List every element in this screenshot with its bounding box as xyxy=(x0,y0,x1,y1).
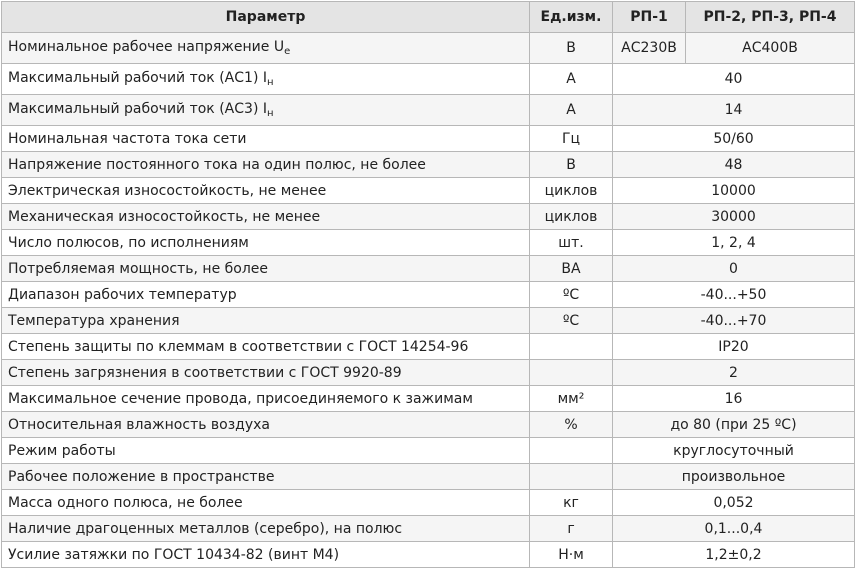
table-row xyxy=(2,152,855,178)
param-cell: Число полюсов, по исполнениям xyxy=(2,230,530,256)
param-text: Максимальный рабочий ток (АС3) I xyxy=(8,101,267,117)
unit-cell: ºС xyxy=(530,282,613,308)
param-cell: Наличие драгоценных металлов (серебро), на полюс xyxy=(2,516,530,542)
table-row xyxy=(2,126,855,152)
header-rp1: РП-1 xyxy=(613,2,686,33)
unit-cell: Н·м xyxy=(530,542,613,568)
table-row xyxy=(2,464,855,490)
value-cell: 0 xyxy=(613,256,855,282)
table-row xyxy=(2,95,855,126)
param-cell: Потребляемая мощность, не более xyxy=(2,256,530,282)
unit-cell: шт. xyxy=(530,230,613,256)
table-row xyxy=(2,178,855,204)
param-text: Номинальное рабочее напряжение U xyxy=(8,39,285,55)
value-cell: -40...+70 xyxy=(613,308,855,334)
param-cell: Номинальная частота тока сети xyxy=(2,126,530,152)
param-cell: Режим работы xyxy=(2,438,530,464)
value-cell-rp234: АС400В xyxy=(686,33,855,64)
unit-cell: г xyxy=(530,516,613,542)
param-subscript: e xyxy=(284,46,291,57)
table-row xyxy=(2,33,855,64)
param-cell: Масса одного полюса, не более xyxy=(2,490,530,516)
value-cell: до 80 (при 25 ºС) xyxy=(613,412,855,438)
param-cell: Напряжение постоянного тока на один полюс, не более xyxy=(2,152,530,178)
value-cell: 0,052 xyxy=(613,490,855,516)
table-row xyxy=(2,334,855,360)
param-cell: Механическая износостойкость, не менее xyxy=(2,204,530,230)
param-cell: Диапазон рабочих температур xyxy=(2,282,530,308)
table-row xyxy=(2,308,855,334)
value-cell: 50/60 xyxy=(613,126,855,152)
unit-cell: В xyxy=(530,152,613,178)
unit-cell xyxy=(530,360,613,386)
unit-cell: мм² xyxy=(530,386,613,412)
table-row xyxy=(2,386,855,412)
unit-cell: В xyxy=(530,33,613,64)
value-cell: 1,2±0,2 xyxy=(613,542,855,568)
table-row xyxy=(2,542,855,568)
table-row xyxy=(2,256,855,282)
table-row xyxy=(2,204,855,230)
param-cell: Степень защиты по клеммам в соответствии с ГОСТ 14254-96 xyxy=(2,334,530,360)
param-cell: Усилие затяжки по ГОСТ 10434-82 (винт М4) xyxy=(2,542,530,568)
value-cell-rp1: АС230В xyxy=(613,33,686,64)
param-cell: Максимальное сечение провода, присоединяемого к зажимам xyxy=(2,386,530,412)
value-cell: 1, 2, 4 xyxy=(613,230,855,256)
value-cell: произвольное xyxy=(613,464,855,490)
unit-cell: Гц xyxy=(530,126,613,152)
value-cell: 40 xyxy=(613,64,855,95)
param-cell xyxy=(2,33,530,64)
table-row xyxy=(2,516,855,542)
value-cell: 2 xyxy=(613,360,855,386)
unit-cell: ВА xyxy=(530,256,613,282)
table-row xyxy=(2,64,855,95)
unit-cell: А xyxy=(530,64,613,95)
table-row xyxy=(2,230,855,256)
unit-cell: % xyxy=(530,412,613,438)
unit-cell: А xyxy=(530,95,613,126)
unit-cell xyxy=(530,438,613,464)
value-cell: 16 xyxy=(613,386,855,412)
value-cell: 0,1...0,4 xyxy=(613,516,855,542)
param-cell: Степень загрязнения в соответствии с ГОСТ 9920-89 xyxy=(2,360,530,386)
unit-cell: циклов xyxy=(530,204,613,230)
value-cell: круглосуточный xyxy=(613,438,855,464)
spec-table xyxy=(1,1,855,568)
unit-cell: ºС xyxy=(530,308,613,334)
table-row xyxy=(2,438,855,464)
table-row xyxy=(2,412,855,438)
param-cell: Относительная влажность воздуха xyxy=(2,412,530,438)
header-rp234: РП-2, РП-3, РП-4 xyxy=(686,2,855,33)
header-row xyxy=(2,2,855,33)
value-cell: IP20 xyxy=(613,334,855,360)
param-text: Максимальный рабочий ток (АС1) I xyxy=(8,70,267,86)
unit-cell xyxy=(530,334,613,360)
unit-cell xyxy=(530,464,613,490)
value-cell: -40...+50 xyxy=(613,282,855,308)
table-header xyxy=(2,2,855,33)
table-row xyxy=(2,360,855,386)
table-row xyxy=(2,490,855,516)
param-cell: Температура хранения xyxy=(2,308,530,334)
value-cell: 10000 xyxy=(613,178,855,204)
unit-cell: циклов xyxy=(530,178,613,204)
unit-cell: кг xyxy=(530,490,613,516)
table-body xyxy=(2,33,855,568)
param-cell xyxy=(2,95,530,126)
table-row xyxy=(2,282,855,308)
param-subscript: н xyxy=(266,77,274,88)
param-cell xyxy=(2,64,530,95)
param-cell: Рабочее положение в пространстве xyxy=(2,464,530,490)
header-param: Параметр xyxy=(2,2,530,33)
value-cell: 14 xyxy=(613,95,855,126)
header-unit: Ед.изм. xyxy=(530,2,613,33)
param-cell: Электрическая износостойкость, не менее xyxy=(2,178,530,204)
value-cell: 30000 xyxy=(613,204,855,230)
value-cell: 48 xyxy=(613,152,855,178)
param-subscript: н xyxy=(266,108,274,119)
